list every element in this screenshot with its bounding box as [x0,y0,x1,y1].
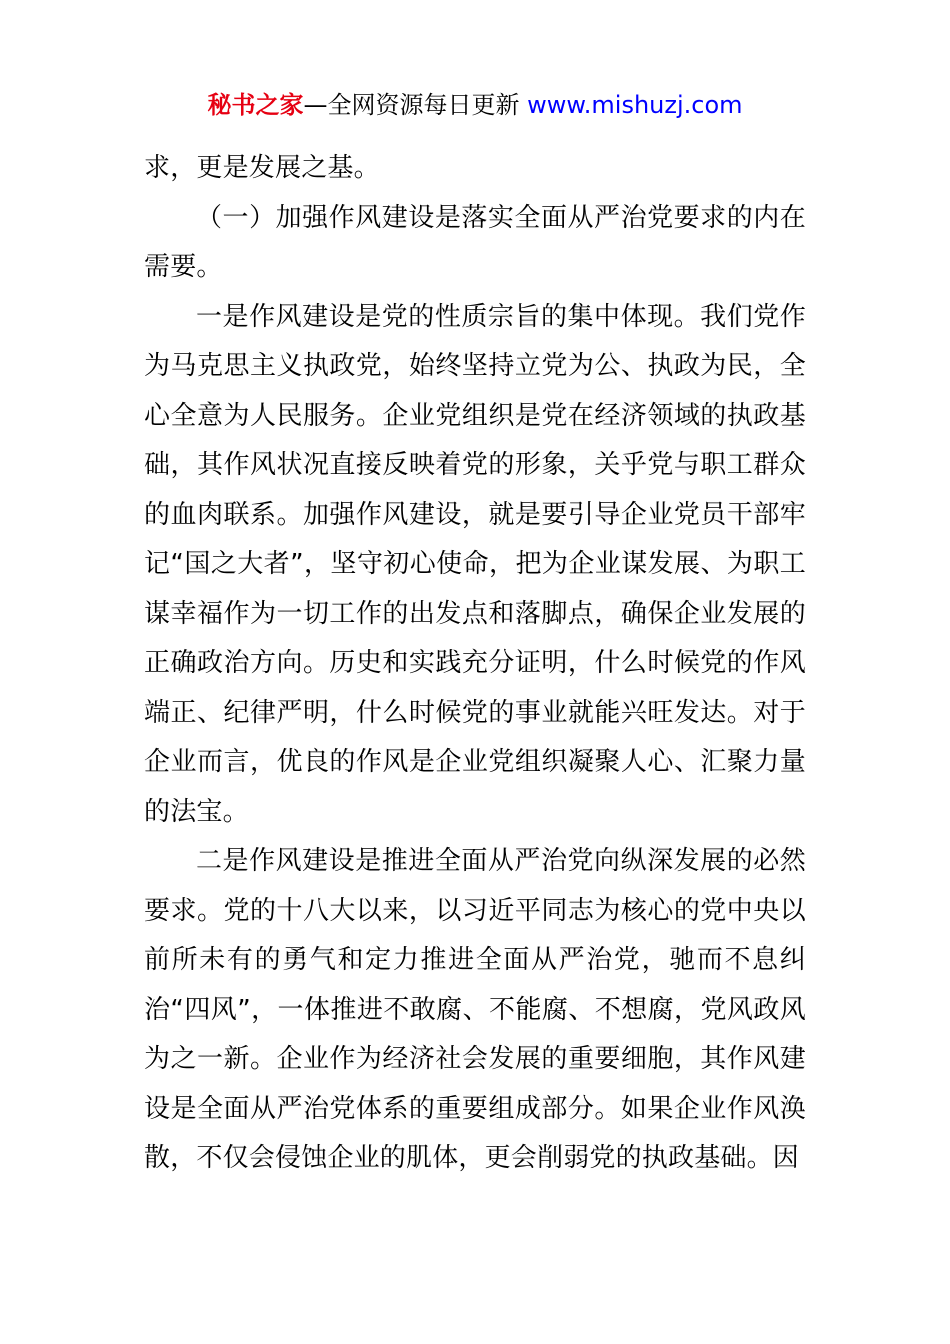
section-heading: （一）加强作风建设是落实全面从严治党要求的内在需要。 [144,202,806,282]
site-tagline: —全网资源每日更新 [303,91,528,119]
site-brand: 秘书之家 [207,91,304,119]
document-body [144,144,806,1184]
paragraph-point-two: 二是作风建设是推进全面从严治党向纵深发展的必然要求。党的十八大以来，以习近平同志为核心的党中央以前所未有的勇气和定力推进全面从严治党，驰而不息纠治“四风”，一体推进不敢腐、不能腐、不想腐，党风政风为之一新。企业作为经济社会发展的重要细胞，其作风建设是全面从严治党体系的重要组成部分。如果企业作风涣散，不仅会侵蚀企业的肌体，更会削弱党的执政基础。因 [144,846,806,1173]
paragraph-point-one: 一是作风建设是党的性质宗旨的集中体现。我们党作为马克思主义执政党，始终坚持立党为公、执政为民，全心全意为人民服务。企业党组织是党在经济领域的执政基础，其作风状况直接反映着党的形象，关乎党与职工群众的血肉联系。加强作风建设，就是要引导企业党员干部牢记“国之大者”，坚守初心使命，把为企业谋发展、为职工谋幸福作为一切工作的出发点和落脚点，确保企业发展的正确政治方向。历史和实践充分证明，什么时候党的作风端正、纪律严明，什么时候党的事业就能兴旺发达。对于企业而言，优良的作风是企业党组织凝聚人心、汇聚力量的法宝。 [144,301,806,827]
site-url[interactable]: www.mishuzj.com [527,91,743,119]
page-header [0,88,950,122]
paragraph-continuation: 求，更是发展之基。 [144,153,380,183]
